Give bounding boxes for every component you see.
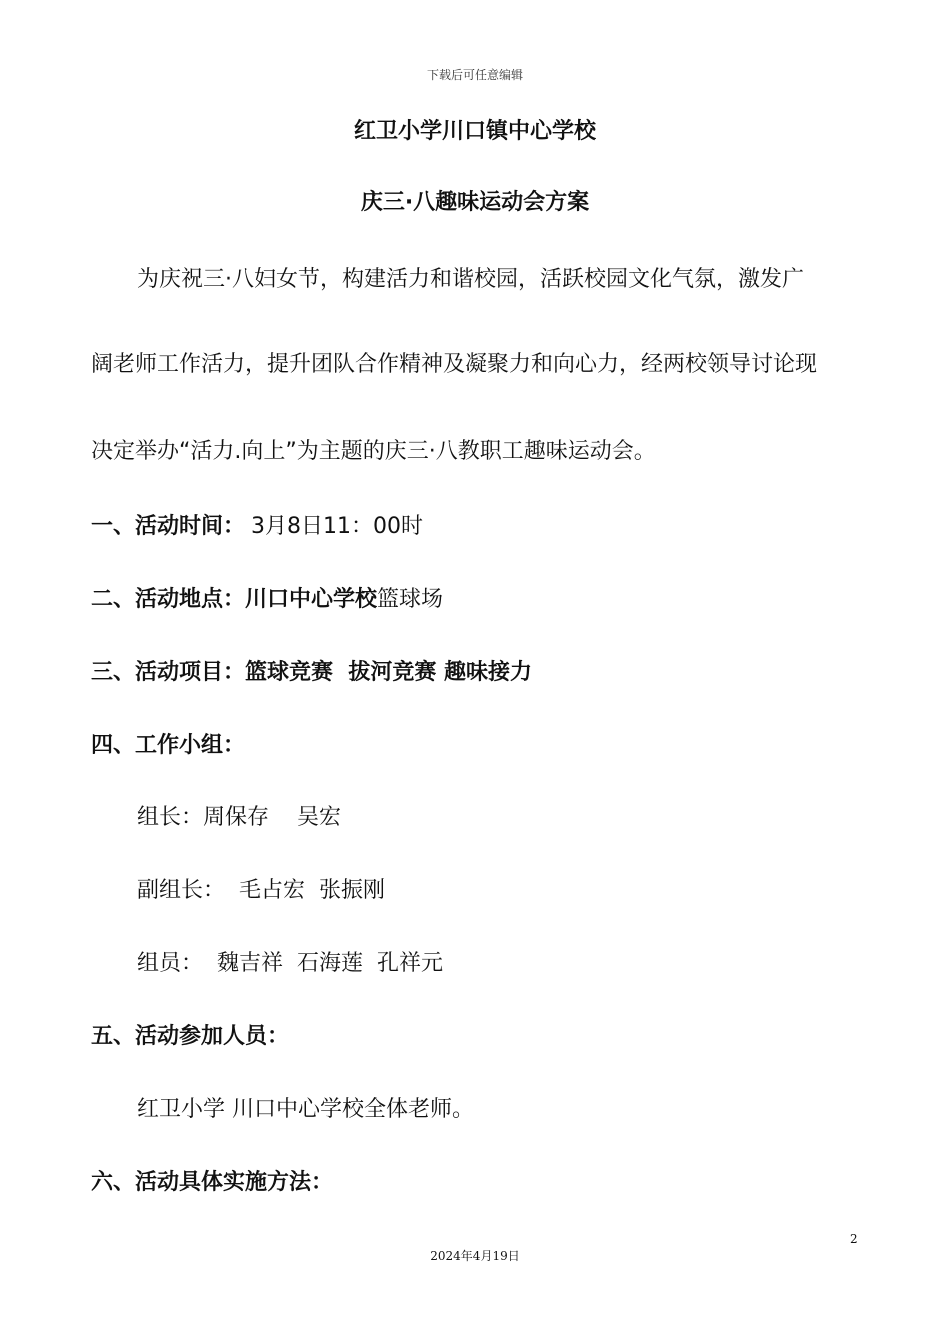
section-place-value-bold: 川口中心学校 (245, 587, 378, 612)
page-number: 2 (850, 1232, 858, 1246)
section-items-label: 三、活动项目： (91, 660, 246, 685)
section-place-value: 篮球场 (377, 587, 444, 612)
section-time-label: 一、活动时间： (91, 514, 246, 539)
section-participants-value: 红卫小学 川口中心学校全体老师。 (137, 1097, 474, 1122)
document-subtitle: 庆三·八趣味运动会方案 (360, 190, 590, 215)
group-leader: 组长：周保存 吴宏 (137, 805, 341, 830)
intro-line-2: 阔老师工作活力，提升团队合作精神及凝聚力和向心力，经两校领导讨论现 (91, 352, 818, 377)
section-group-label: 四、工作小组： (91, 733, 246, 758)
section-time (91, 509, 423, 540)
header-note: 下载后可任意编辑 (426, 68, 523, 82)
section-time-value: 3月8日11：00时 (251, 514, 423, 539)
section-place-label: 二、活动地点： (91, 587, 246, 612)
group-members: 组员： 魏吉祥 石海莲 孔祥元 (137, 951, 443, 976)
group-vice-leader: 副组长： 毛占宏 张振刚 (137, 878, 385, 903)
intro-line-1: 为庆祝三·八妇女节，构建活力和谐校园，活跃校园文化气氛，激发广 (137, 267, 804, 292)
section-items-value: 篮球竞赛 拔河竞赛 趣味接力 (245, 660, 532, 685)
section-participants-label: 五、活动参加人员： (91, 1024, 290, 1049)
footer-date: 2024年4月19日 (430, 1249, 520, 1263)
intro-line-3: 决定举办“活力.向上”为主题的庆三·八教职工趣味运动会。 (91, 439, 656, 464)
section-items (91, 655, 532, 686)
document-title: 红卫小学川口镇中心学校 (353, 119, 596, 144)
section-method-label: 六、活动具体实施方法： (91, 1170, 334, 1195)
section-place (91, 582, 443, 613)
